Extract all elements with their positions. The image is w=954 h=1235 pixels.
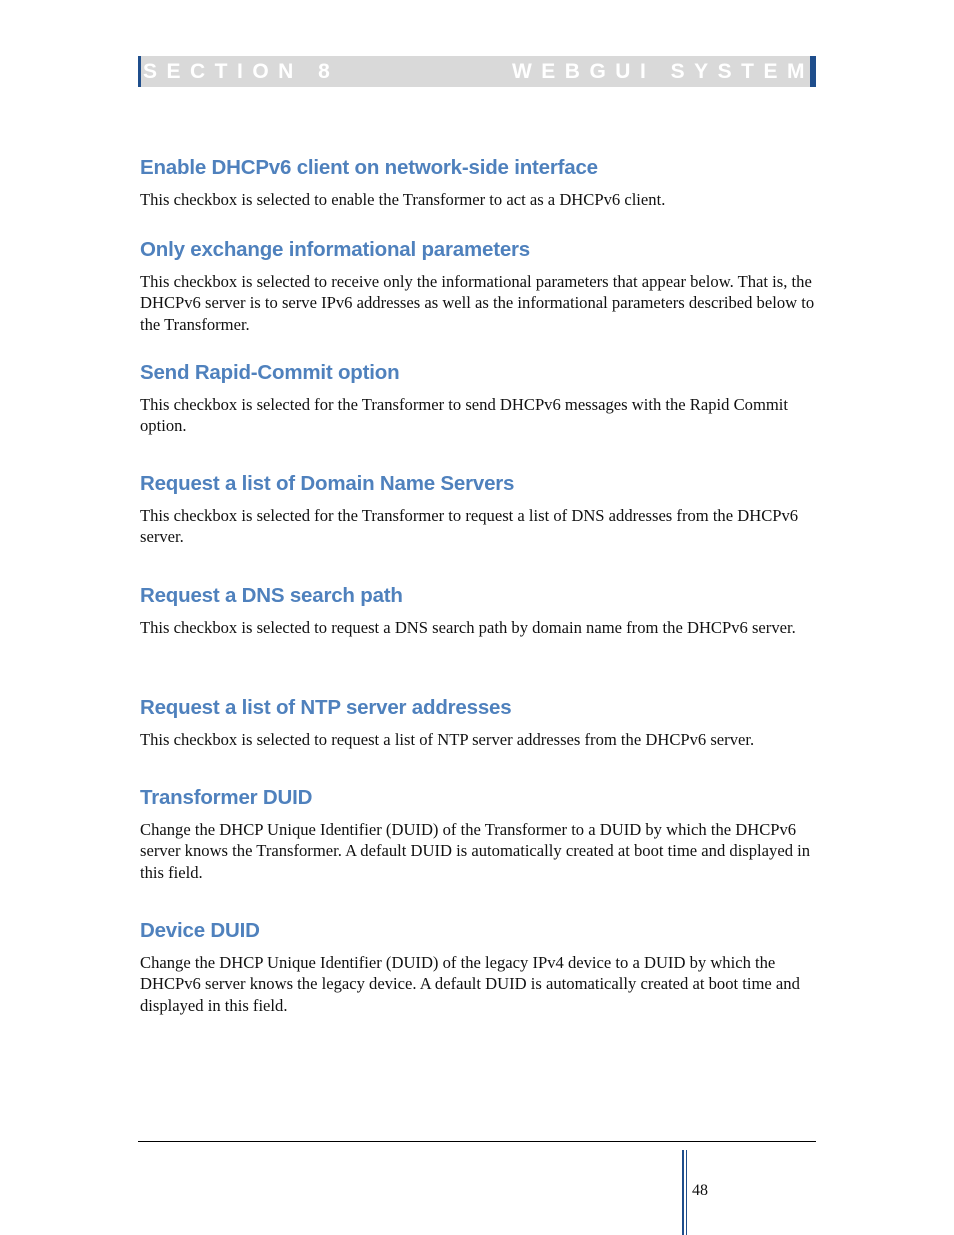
footer-accent-bar [682,1150,687,1235]
section-body: Change the DHCP Unique Identifier (DUID) of the legacy IPv4 device to a DUID by which the DHCPv6 server knows the legacy device. A default DUID is automatically created at boot time and displayed in this field. [140,953,800,1015]
section-body: This checkbox is selected for the Transformer to send DHCPv6 messages with the Rapid Commit option. [140,395,788,436]
header-title: WEBGUI SYSTEM [511,60,814,83]
section-heading: Transformer DUID [140,786,313,809]
section-body: Change the DHCP Unique Identifier (DUID) of the Transformer to a DUID by which the DHCPv6 server knows the Transformer. A default DUID is automatically created at boot time and displayed in this field. [140,820,811,882]
section-heading: Enable DHCPv6 client on network-side interface [140,156,598,179]
section-body: This checkbox is selected to request a DNS search path by domain name from the DHCPv6 server. [140,618,796,637]
section-heading: Request a list of Domain Name Servers [140,472,515,495]
section-informational-parameters [140,238,820,335]
section-body: This checkbox is selected to request a list of NTP server addresses from the DHCPv6 server. [140,730,755,749]
page-number: 48 [692,1182,708,1199]
section-heading: Only exchange informational parameters [140,238,530,261]
section-body: This checkbox is selected to enable the Transformer to act as a DHCPv6 client. [140,190,666,209]
section-device-duid [140,919,820,1016]
section-rapid-commit [140,361,820,437]
section-heading: Device DUID [140,919,260,942]
section-heading: Request a list of NTP server addresses [140,696,512,719]
section-header-bar [138,56,816,87]
section-transformer-duid [140,786,820,883]
section-dns-search-path [140,584,820,638]
footer-divider [138,1141,816,1142]
section-heading: Request a DNS search path [140,584,403,607]
section-body: This checkbox is selected to receive only the informational parameters that appear below. That is, the DHCPv6 server is to serve IPv6 addresses as well as the informational parameters described below to the Transformer. [140,272,815,334]
section-domain-name-servers [140,472,820,548]
section-ntp-servers [140,696,820,750]
section-body: This checkbox is selected for the Transformer to request a list of DNS addresses from the DHCPv6 server. [140,506,799,547]
section-heading: Send Rapid-Commit option [140,361,400,384]
section-label: SECTION 8 [143,60,340,83]
section-enable-dhcpv6-client [140,156,820,210]
